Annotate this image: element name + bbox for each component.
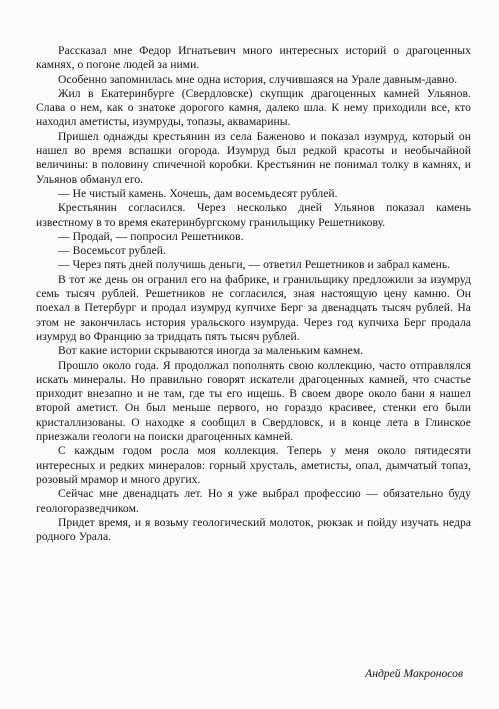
paragraph-6: В тот же день он огранил его на фабрике, и гранильщику предложили за изумруд семь тысяч рублей. Решетников не согласился, зная настоящую цену камню. Он поехал в Петербург и продал изумруд купчихе Берг за двенадцать тысяч рублей. На этом не закончилась история уральского изумруда. Через год купчиха Берг продала изумруд во Францию за тридцать пять тысяч рублей. <box>36 272 471 343</box>
dialog-line-1: — Не чистый камень. Хочешь, дам восемьдесят рублей. <box>58 186 338 200</box>
paragraph-4: Пришел однажды крестьянин из села Баженово и показал изумруд, который он нашел во время вспашки огорода. Изумруд был редкой красоты и необычайной величины: в половину спичечной коробки. Крестьянин не понимал толку в камнях, и Ульянов обманул его. <box>36 129 471 186</box>
dialog-line-2: — Продай, — попросил Решетников. <box>58 229 244 243</box>
paragraph-2: Особенно запомнилась мне одна история, случившаяся на Урале давным-давно. <box>58 72 458 86</box>
dialog-line-3: — Восемьсот рублей. <box>58 244 167 258</box>
paragraph-1: Рассказал мне Федор Игнатьевич много интересных историй о драгоценных камнях, о погоне людей за ними. <box>36 44 471 72</box>
dialog-line-4: — Через пять дней получишь деньги, — ответил Решетников и забрал камень. <box>58 258 451 272</box>
paragraph-8: Прошло около года. Я продолжал пополнять свою коллекцию, часто отправлялся искать минералы. Но правильно говорят искатели драгоценных камней, что счастье приходит внезапно и не там, где ты его ищешь. В своем дворе около бани я нашел второй аметист. Он был меньше первого, но гораздо красивее, стенки его были кристаллизованы. О находке я сообщил в Свердловск, и в конце лета в Глинское приезжали геологи на поиски драгоценных камней. <box>36 358 471 444</box>
paragraph-9: С каждым годом росла моя коллекция. Теперь у меня около пятидесяти интересных и редких минералов: горный хрусталь, аметисты, опал, дымчатый топаз, розовый мрамор и много других. <box>36 444 471 486</box>
article-body <box>36 44 471 544</box>
paragraph-7: Вот какие истории скрываются иногда за маленьким камнем. <box>58 344 364 358</box>
paragraph-10: Сейчас мне двенадцать лет. Но я уже выбрал профессию — обязательно буду геологоразведчиком. <box>36 487 471 515</box>
paragraph-11: Придет время, и я возьму геологический молоток, рюкзак и пойду изучать недра родного Урала. <box>36 515 471 544</box>
paragraph-3: Жил в Екатеринбурге (Свердловске) скупщик драгоценных камней Ульянов. Слава о нем, как о знатоке дорогого камня, далеко шла. К нему приходили все, кто находил аметисты, изумруды, топазы, аквамарины. <box>36 86 471 129</box>
paragraph-5: Крестьянин согласился. Через несколько дней Ульянов показал камень известному в то время екатеринбургскому гранильщику Решетникову. <box>36 201 471 229</box>
author-signature: Андрей Макроносов <box>365 667 463 680</box>
